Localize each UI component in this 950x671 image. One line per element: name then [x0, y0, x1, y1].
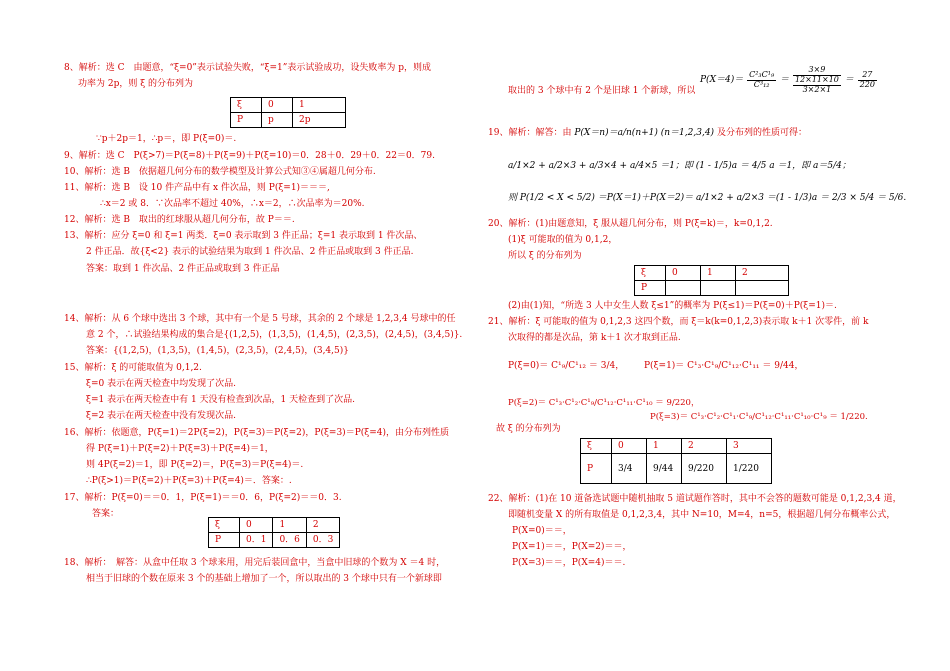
- q21-p1: P(ξ=1)＝ C¹₃·C¹₉/C¹₁₂·C¹₁₁ ＝ 9/44，: [644, 361, 804, 371]
- table-cell: P: [581, 454, 612, 484]
- q8-line2: 功率为 2p，则 ξ 的分布列为: [78, 79, 194, 89]
- q20-line1: 20、解析：(1)由题意知，ξ 服从超几何分布，则 P(ξ=k)＝，k=0,1,2.: [488, 219, 773, 229]
- fraction: [858, 71, 877, 90]
- table-cell: 1/220: [727, 454, 772, 484]
- q14-line3: 答案：{(1,2,5)，(1,3,5)，(1,4,5)，(2,3,5)，(2,4,5)，(3,4,5)}: [86, 346, 349, 356]
- q18-line1: 18、解析： 解答：从盒中任取 3 个球来用，用完后装回盒中，当盒中旧球的个数为 X ＝4 时，: [64, 558, 446, 568]
- q20-distribution-table: [634, 265, 789, 296]
- table-cell: P: [231, 113, 262, 128]
- q13-line2: 2 件正品．故{ξ<2} 表示的试验结果为取到 1 件次品、2 件正品或取到 3 件正品.: [86, 247, 414, 257]
- table-cell: 0: [612, 439, 647, 454]
- q18-formula: P(X＝4)＝ $\frac{\text{C²₃C¹₉}}{\text{C³₁₂}}$ ＝ 3×9 12×11×10 3×2×1 ＝ $\frac{27}{220}$: [700, 65, 875, 94]
- formula-lhs: P(X＝4)＝: [700, 75, 744, 86]
- q22-line5: P(X=3)＝＝，P(X=4)＝＝.: [512, 558, 626, 568]
- table-cell: 0．6: [273, 533, 306, 548]
- table-cell: 3/4: [612, 454, 647, 484]
- fraction-denominator: 220: [859, 79, 875, 89]
- fraction-denominator: C³₁₂: [753, 79, 770, 89]
- q19-line2: a/1×2 + a/2×3 + a/3×4 + a/4×5 ＝1；即 (1 - 1/5)a ＝ 4/5 a ＝1，即 a＝5/4；: [508, 161, 851, 171]
- q19-line1: [488, 127, 807, 139]
- table-cell: 9/44: [647, 454, 682, 484]
- table-cell: 1: [273, 518, 306, 533]
- table-cell: 0: [666, 266, 701, 281]
- q11-line2: ∴x＝2 或 8．∵次品率不超过 40%，∴x＝2，∴次品率为＝20%.: [100, 199, 365, 209]
- q22-line3: P(X=0)＝＝，: [512, 526, 572, 536]
- q22-line1: 22、解析：(1)在 10 道备选试题中随机抽取 5 道试题作答时，其中不会答的题数可能是 0,1,2,3,4 道，: [488, 494, 902, 504]
- q16-line2: 得 P(ξ=1)＋P(ξ=2)＋P(ξ=3)＋P(ξ=4)＝1，: [86, 444, 274, 454]
- fraction-denominator: 12×11×10: [794, 74, 839, 84]
- q8-line1: 8、解析：选 C 由题意，“ξ=0”表示试验失败，“ξ=1”表示试验成功，设失败率为 p，则成: [64, 63, 431, 73]
- table-cell: 0: [262, 98, 293, 113]
- q15-line1: 15、解析：ξ 的可能取值为 0,1,2.: [64, 363, 202, 373]
- fraction: [747, 71, 776, 90]
- q16-line4: ∴P(ξ>1)＝P(ξ=2)＋P(ξ=3)＋P(ξ=4)＝．答案：.: [86, 476, 292, 486]
- q20-line4: (2)由(1)知，“所选 3 人中女生人数 ξ≤1”的概率为 P(ξ≤1)＝P(ξ=0)＋P(ξ=1)＝.: [508, 301, 837, 311]
- table-cell: ξ: [581, 439, 612, 454]
- q14-line1: 14、解析：从 6 个球中选出 3 个球，其中有一个是 5 号球，其余的 2 个球是 1,2,3,4 号球中的任: [64, 314, 456, 324]
- table-cell: 0．1: [240, 533, 273, 548]
- q8-line3: ∵p＋2p＝1，∴p＝，即 P(ξ=0)＝.: [96, 134, 237, 144]
- fraction-numerator: 27: [858, 71, 877, 81]
- q14-line2: 意 2 个，∴试验结果构成的集合是{(1,2,5)，(1,3,5)，(1,4,5)，(2,3,5)，(2,4,5)，(3,4,5)}.: [86, 330, 463, 340]
- fraction-denominator-2: 3×2×1: [793, 85, 841, 95]
- fraction: [793, 66, 841, 94]
- q22-line2: 即随机变量 X 的所有取值是 0,1,2,3,4，其中 N=10，M=4，n=5，根据超几何分布概率公式，: [508, 510, 896, 520]
- q21-p0: P(ξ=0)＝ C¹₉/C¹₁₂ ＝ 3/4，: [508, 361, 625, 371]
- table-cell: 1: [701, 266, 736, 281]
- q18-cont-line1: 取出的 3 个球中有 2 个是旧球 1 个新球，所以: [508, 86, 696, 96]
- table-cell: [666, 281, 701, 296]
- q21-p3: P(ξ=3)＝ C¹₃·C¹₂·C¹₁·C¹₉/C¹₁₂·C¹₁₁·C¹₁₀·C¹₉ ＝ 1/220.: [650, 412, 868, 422]
- q9-text: 9、解析：选 C P(ξ>7)＝P(ξ=8)＋P(ξ=9)＋P(ξ=10)＝0．28＋0．29＋0．22＝0．79.: [64, 151, 435, 161]
- table-cell: 2: [682, 439, 727, 454]
- q20-line2: (1)ξ 可能取的值为 0,1,2，: [508, 235, 618, 245]
- q16-line1: 16、解析：依题意，P(ξ=1)＝2P(ξ=2)，P(ξ=3)＝P(ξ=2)，P(ξ=3)＝P(ξ=4)，由分布列性质: [64, 428, 449, 438]
- table-cell: 0: [240, 518, 273, 533]
- q22-line4: P(X=1)＝＝，P(X=2)＝＝，: [512, 542, 632, 552]
- q15-line4: ξ=2 表示在两天检查中没有发现次品.: [86, 411, 236, 421]
- table-cell: ξ: [209, 518, 240, 533]
- q21-p2: P(ξ=2)＝ C¹₃·C¹₂·C¹₉/C¹₁₂·C¹₁₁·C¹₁₀ ＝ 9/220，: [508, 398, 700, 408]
- q13-line1: 13、解析：应分 ξ=0 和 ξ=1 两类．ξ=0 表示取到 3 件正品；ξ=1 表示取到 1 件次品、: [64, 231, 423, 241]
- table-cell: ξ: [231, 98, 262, 113]
- q16-line3: 则 4P(ξ=2)＝1，即 P(ξ=2)＝，P(ξ=3)＝P(ξ=4)＝.: [86, 460, 304, 470]
- q21-line2: 次取得的都是次品，第 k＋1 次才取到正品.: [508, 333, 681, 343]
- q11-line1: 11、解析：选 B 设 10 件产品中有 x 件次品，则 P(ξ=1)＝＝＝,: [64, 183, 330, 193]
- q12-text: 12、解析：选 B 取出的红球服从超几何分布，故 P＝＝.: [64, 215, 295, 225]
- table-cell: 9/220: [682, 454, 727, 484]
- table-cell: [701, 281, 736, 296]
- table-cell: ξ: [635, 266, 666, 281]
- q21-distribution-table: [580, 438, 772, 484]
- table-cell: p: [262, 113, 293, 128]
- q15-line3: ξ=1 表示在两天检查中有 1 天没有检查到次品，1 天检查到了次品.: [86, 395, 355, 405]
- q8-distribution-table: [230, 97, 346, 128]
- q18-line2: 相当于旧球的个数在原来 3 个的基础上增加了一个，所以取出的 3 个球中只有一个新球即: [86, 574, 442, 584]
- table-cell: 1: [647, 439, 682, 454]
- q20-line3: 所以 ξ 的分布列为: [508, 251, 582, 261]
- q17-line1: 17、解析：P(ξ=0)＝＝0．1，P(ξ=1)＝＝0．6，P(ξ=2)＝＝0．3.: [64, 493, 342, 503]
- table-cell: 1: [293, 98, 346, 113]
- fraction-numerator: 3×9: [793, 66, 841, 76]
- fraction-numerator: C²₃C¹₉: [749, 69, 775, 79]
- q17-line2: 答案：: [92, 509, 120, 519]
- table-cell: 2p: [293, 113, 346, 128]
- q19-formula: P(X＝n)＝a/n(n+1) (n＝1,2,3,4): [574, 128, 715, 138]
- q21-line3: 故 ξ 的分布列为: [496, 424, 561, 434]
- table-cell: 2: [736, 266, 789, 281]
- table-cell: P: [209, 533, 240, 548]
- table-cell: P: [635, 281, 666, 296]
- table-cell: 2: [306, 518, 339, 533]
- q15-line2: ξ=0 表示在两天检查中均发现了次品.: [86, 379, 236, 389]
- table-cell: 0．3: [306, 533, 339, 548]
- q10-text: 10、解析：选 B 依据超几何分布的数学模型及计算公式知③④属超几何分布.: [64, 167, 376, 177]
- table-cell: 3: [727, 439, 772, 454]
- q17-distribution-table: [208, 517, 340, 548]
- q13-line3: 答案：取到 1 件次品、2 件正品或取到 3 件正品: [86, 264, 280, 274]
- q19-label: 19、解析：解答：由: [488, 128, 572, 138]
- q21-line1: 21、解析：ξ 可能取的值为 0,1,2,3 这四个数，而 ξ＝k(k=0,1,2,3)表示取 k＋1 次零件，前 k: [488, 317, 869, 327]
- table-cell: [736, 281, 789, 296]
- q19-tail: 及分布列的性质可得：: [716, 128, 807, 138]
- q19-line3: 则 P(1/2 < X < 5/2) ＝P(X＝1)＋P(X＝2)＝ a/1×2 + a/2×3 ＝(1 - 1/3)a ＝ 2/3 × 5/4 ＝ 5/6.: [508, 193, 907, 203]
